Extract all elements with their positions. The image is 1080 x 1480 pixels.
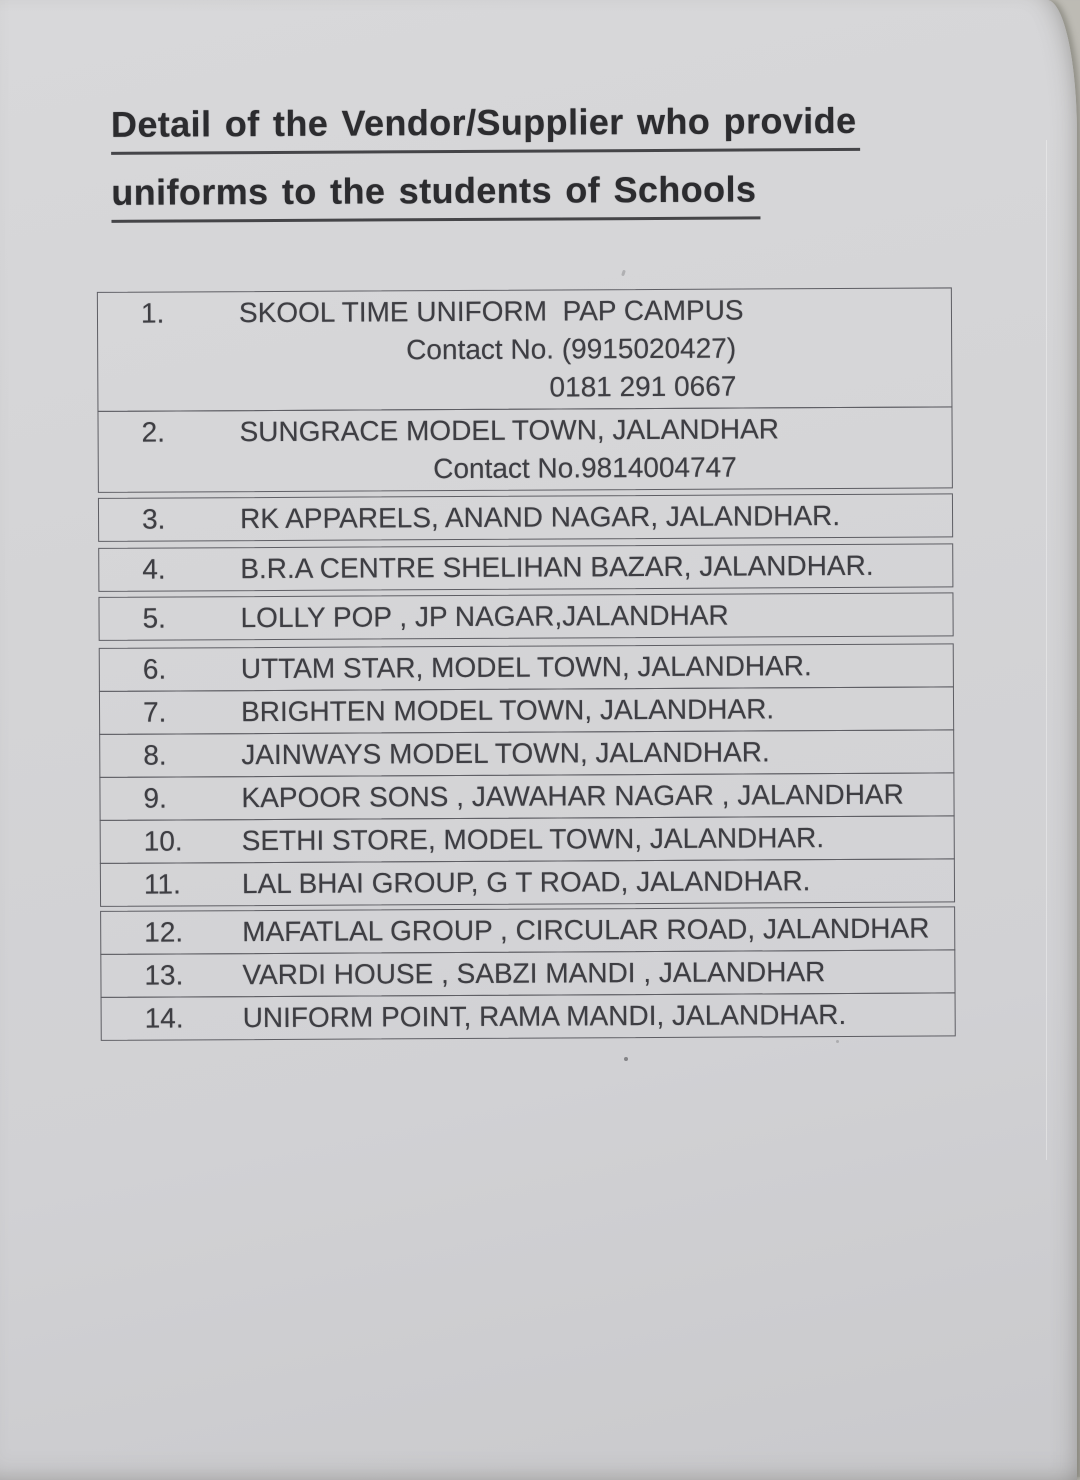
page-title: [111, 99, 1000, 223]
table-row: [99, 772, 954, 820]
vendor-name: JAINWAYS MODEL TOWN, JALANDHAR.: [241, 736, 770, 771]
row-content: [243, 993, 955, 1039]
row-content: [241, 773, 953, 819]
table-row: [100, 906, 955, 954]
table-row: [97, 406, 952, 492]
table-row: [99, 729, 954, 777]
paper-speck: [624, 1057, 628, 1061]
row-number: 13.: [144, 959, 184, 991]
row-content: [240, 494, 952, 540]
vendor-contact: Contact No.9814004747: [433, 451, 737, 485]
row-content: [239, 288, 952, 410]
row-content: [242, 950, 954, 996]
row-number: 6.: [142, 653, 167, 685]
row-content: [242, 816, 954, 862]
table-row: [98, 493, 953, 541]
vendor-name: B.R.A CENTRE SHELIHAN BAZAR, JALANDHAR.: [240, 549, 874, 585]
row-content: [240, 544, 952, 590]
vendor-name: BRIGHTEN MODEL TOWN, JALANDHAR.: [240, 693, 775, 728]
table-row: [97, 287, 953, 411]
row-number: 5.: [142, 602, 167, 634]
row-content: [241, 730, 953, 776]
vendor-name: VARDI HOUSE , SABZI MANDI , JALANDHAR: [242, 956, 826, 991]
table-row: [99, 643, 954, 691]
table-row: [100, 815, 955, 863]
row-content: [240, 593, 952, 639]
row-content: [241, 644, 953, 690]
row-number: 14.: [144, 1002, 184, 1034]
vendor-table: [97, 287, 956, 1040]
vendor-name: LOLLY POP , JP NAGAR,JALANDHAR: [240, 599, 729, 634]
table-row: [100, 858, 955, 906]
table-row: [99, 686, 954, 734]
vendor-name: UNIFORM POINT, RAMA MANDI, JALANDHAR.: [242, 998, 847, 1034]
table-row: [98, 543, 953, 591]
row-number: 3.: [141, 503, 166, 535]
vendor-contact: 0181 291 0667: [549, 370, 737, 403]
vendor-name: LAL BHAI GROUP, G T ROAD, JALANDHAR.: [241, 865, 811, 900]
row-number: 11.: [143, 868, 181, 900]
row-number: 2.: [141, 416, 166, 448]
row-content: [242, 907, 954, 953]
vendor-name: RK APPARELS, ANAND NAGAR, JALANDHAR.: [239, 500, 841, 535]
row-number: 12.: [144, 916, 184, 948]
table-row: [100, 949, 955, 997]
page-title-line2: uniforms to the students of Schools: [111, 168, 760, 222]
row-number: 9.: [143, 782, 167, 814]
vendor-name: SUNGRACE MODEL TOWN, JALANDHAR: [239, 413, 780, 448]
vendor-name: UTTAM STAR, MODEL TOWN, JALANDHAR.: [240, 650, 812, 685]
row-content: [241, 687, 953, 733]
vendor-name: SETHI STORE, MODEL TOWN, JALANDHAR.: [241, 822, 825, 857]
vendor-name: KAPOOR SONS , JAWAHAR NAGAR , JALANDHAR: [241, 778, 904, 814]
row-number: 4.: [142, 553, 166, 585]
vendor-name: MAFATLAL GROUP , CIRCULAR ROAD, JALANDHAR: [242, 912, 930, 948]
paper-speck: [836, 1040, 839, 1043]
table-row: [101, 992, 956, 1040]
row-number: 10.: [143, 825, 183, 857]
row-number: 1.: [140, 297, 165, 329]
vendor-contact: Contact No. (9915020427): [406, 332, 737, 366]
row-content: [239, 407, 951, 491]
table-row: [98, 592, 953, 640]
row-content: [242, 859, 954, 905]
row-number: 7.: [142, 696, 167, 728]
row-number: 8.: [143, 739, 167, 771]
page-title-line1: Detail of the Vendor/Supplier who provide: [111, 100, 861, 155]
vendor-name: SKOOL TIME UNIFORM PAP CAMPUS: [238, 294, 744, 329]
